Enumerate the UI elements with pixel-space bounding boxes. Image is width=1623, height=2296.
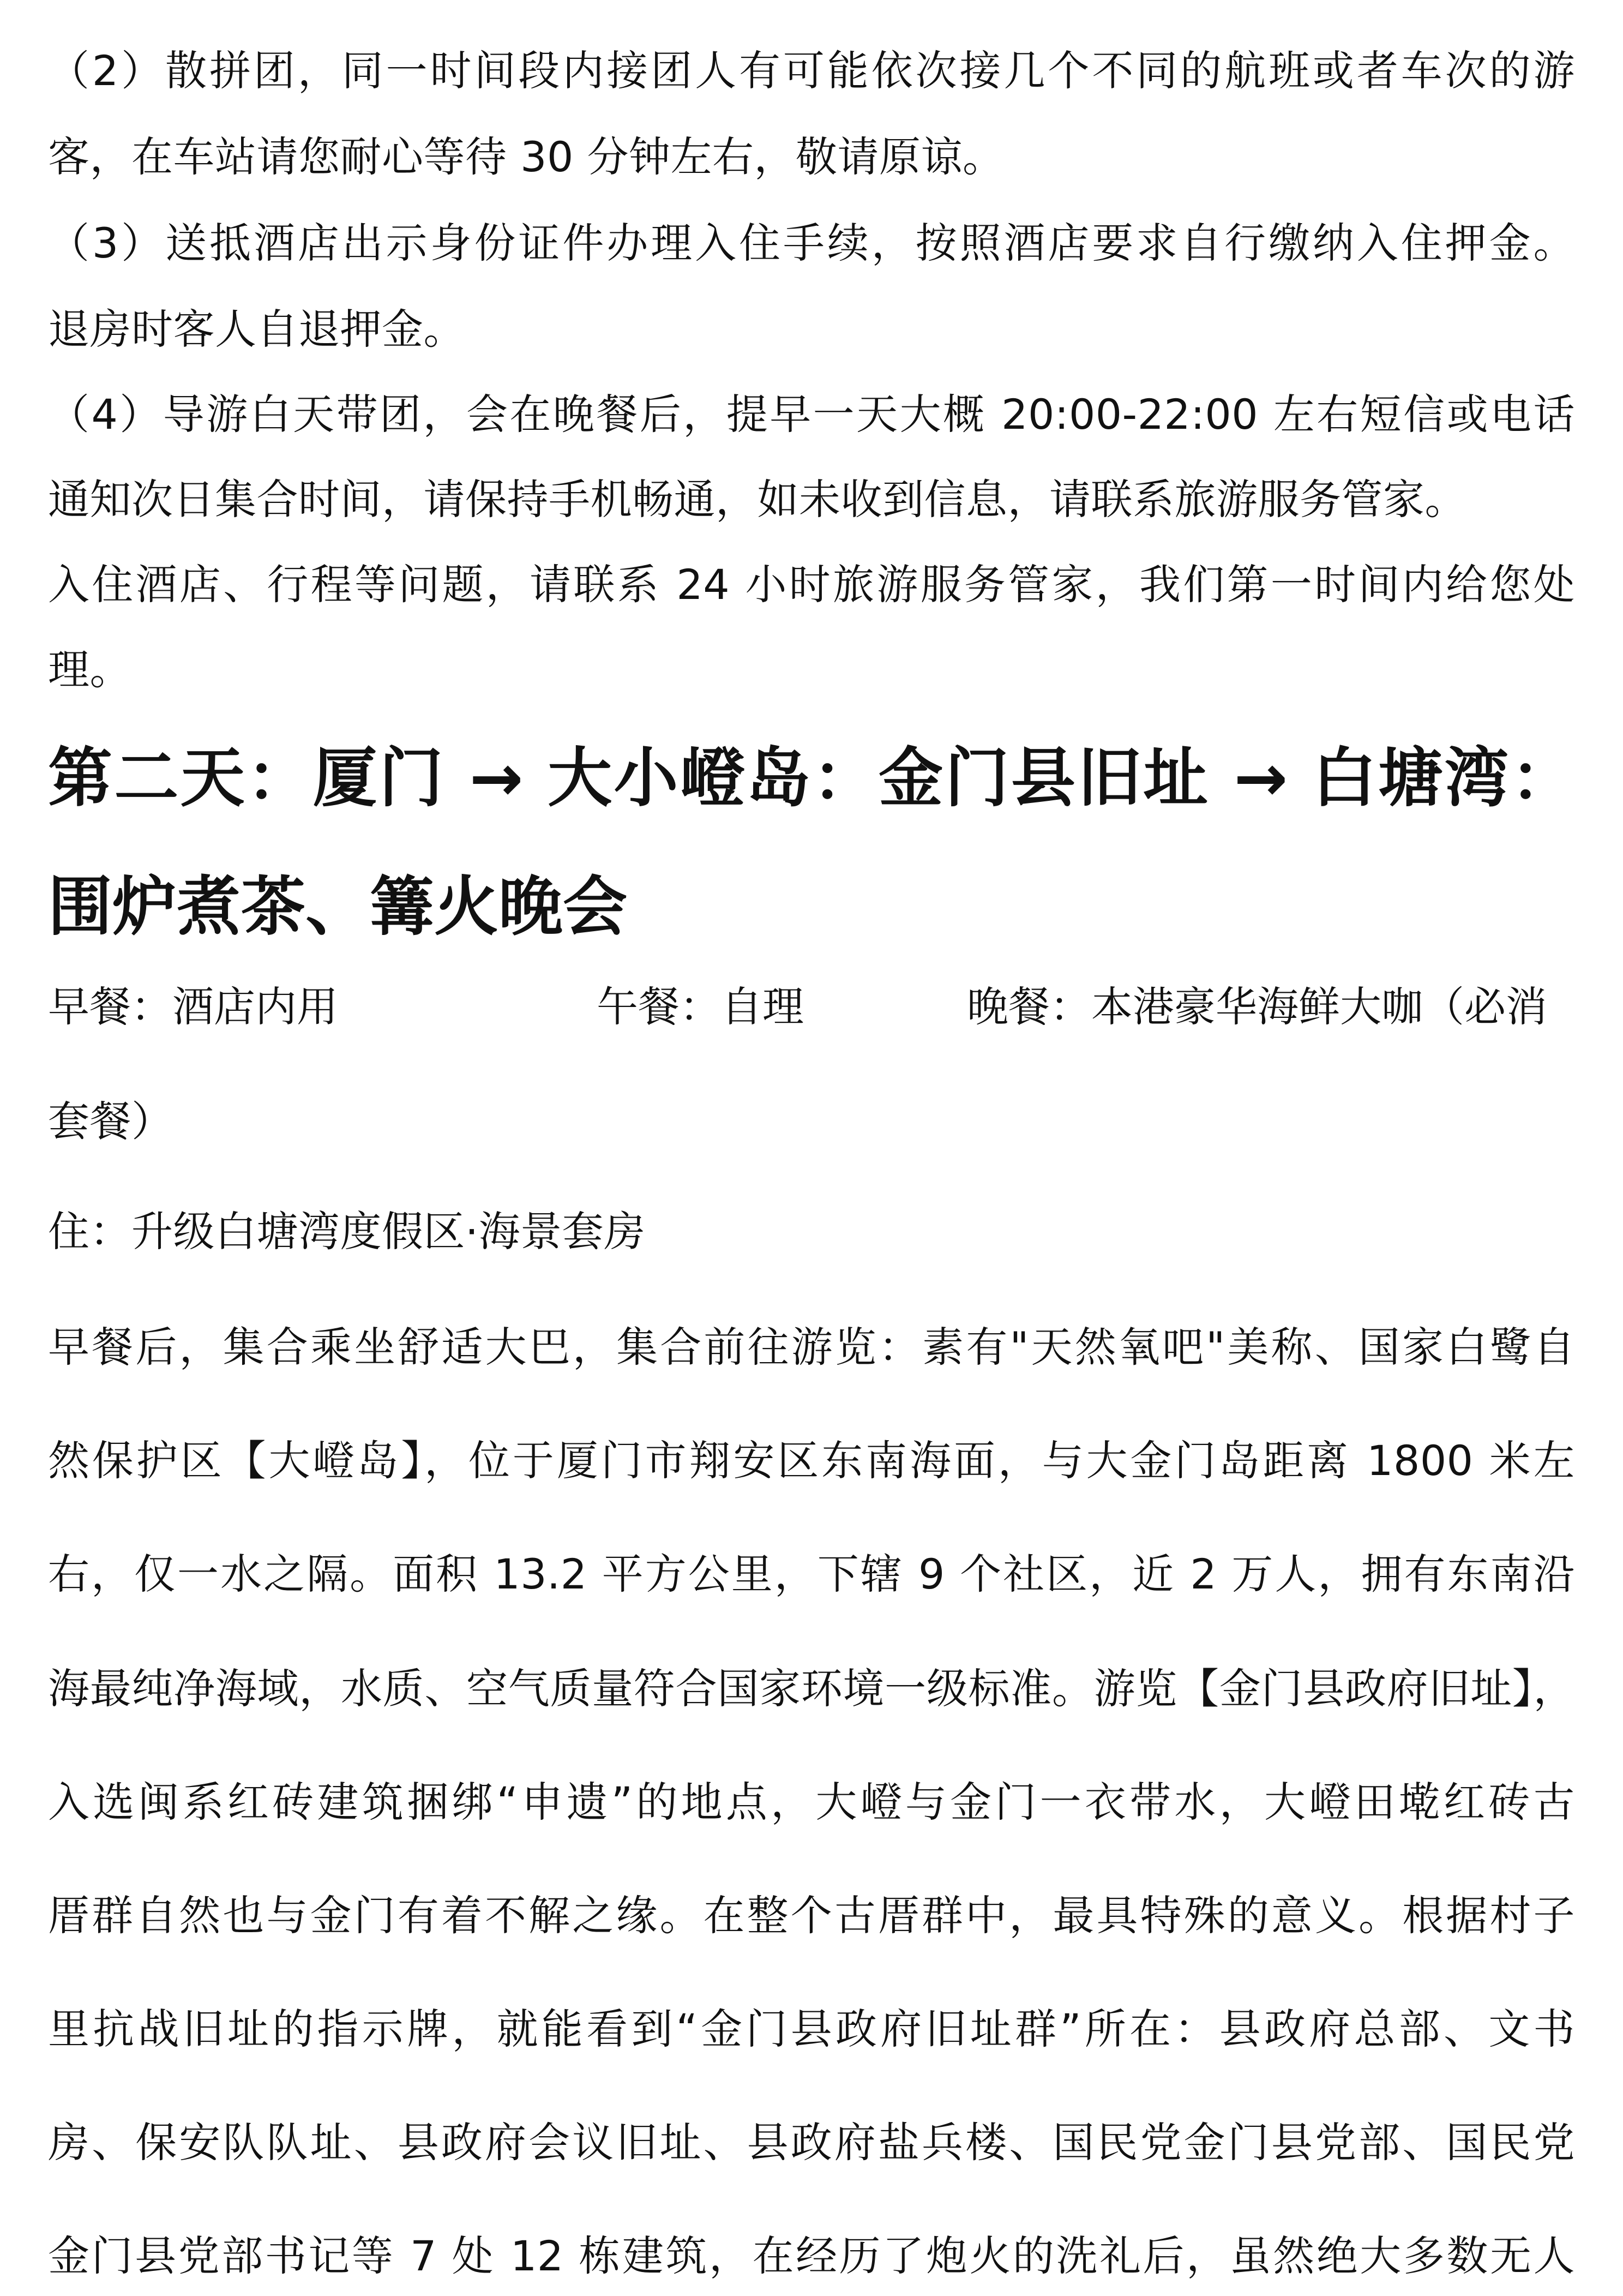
breakfast-info: 早餐：酒店内用 — [48, 982, 338, 1031]
itinerary-line: 然保护区【大嶝岛】，位于厦门市翔安区东南海面，与大金门岛距离 1800 米左 — [48, 1436, 1575, 1485]
note-3-line-1: （3）送抵酒店出示身份证件办理入住手续，按照酒店要求自行缴纳入住押金。 — [48, 219, 1575, 267]
itinerary-line: 入选闽系红砖建筑捆绑“申遗”的地点，大嶝与金门一衣带水，大嶝田墘红砖古 — [48, 1778, 1575, 1826]
lunch-info: 午餐：自理 — [597, 982, 804, 1031]
dinner-info-continued: 套餐） — [48, 1097, 173, 1146]
day-2-title-line-2: 围炉煮茶、篝火晚会 — [48, 869, 628, 944]
itinerary-line: 早餐后，集合乘坐舒适大巴，集合前往游览：素有"天然氧吧"美称、国家白鹭自 — [48, 1323, 1575, 1371]
itinerary-line: 房、保安队队址、县政府会议旧址、县政府盐兵楼、国民党金门县党部、国民党 — [48, 2118, 1575, 2167]
itinerary-line: 海最纯净海域，水质、空气质量符合国家环境一级标准。游览【金门县政府旧址】， — [48, 1664, 1575, 1713]
itinerary-line: 里抗战旧址的指示牌，就能看到“金门县政府旧址群”所在：县政府总部、文书 — [48, 2005, 1575, 2053]
note-4-line-3: 入住酒店、行程等问题，请联系 24 小时旅游服务管家，我们第一时间内给您处 — [48, 560, 1575, 609]
dinner-info: 晚餐：本港豪华海鲜大咖（必消 — [967, 982, 1547, 1031]
note-3-line-2: 退房时客人自退押金。 — [48, 305, 465, 353]
note-4-line-2: 通知次日集合时间，请保持手机畅通，如未收到信息，请联系旅游服务管家。 — [48, 475, 1466, 524]
itinerary-line: 厝群自然也与金门有着不解之缘。在整个古厝群中，最具特殊的意义。根据村子 — [48, 1891, 1575, 1940]
day-2-title-line-1: 第二天：厦门 → 大小嶝岛：金门县旧址 → 白塘湾： — [48, 740, 1575, 816]
note-2-line-2: 客，在车站请您耐心等待 30 分钟左右，敬请原谅。 — [48, 133, 1005, 181]
note-4-line-4: 理。 — [48, 645, 131, 694]
accommodation-info: 住：升级白塘湾度假区·海景套房 — [48, 1207, 646, 1256]
note-4-line-1: （4）导游白天带团，会在晚餐后，提早一天大概 20:00-22:00 左右短信或电话 — [48, 390, 1575, 439]
itinerary-line: 右，仅一水之隔。面积 13.2 平方公里，下辖 9 个社区，近 2 万人，拥有东南沿 — [48, 1550, 1575, 1598]
itinerary-line: 金门县党部书记等 7 处 12 栋建筑，在经历了炮火的洗礼后，虽然绝大多数无人 — [48, 2232, 1575, 2280]
note-2-line-1: （2）散拼团，同一时间段内接团人有可能依次接几个不同的航班或者车次的游 — [48, 46, 1575, 95]
